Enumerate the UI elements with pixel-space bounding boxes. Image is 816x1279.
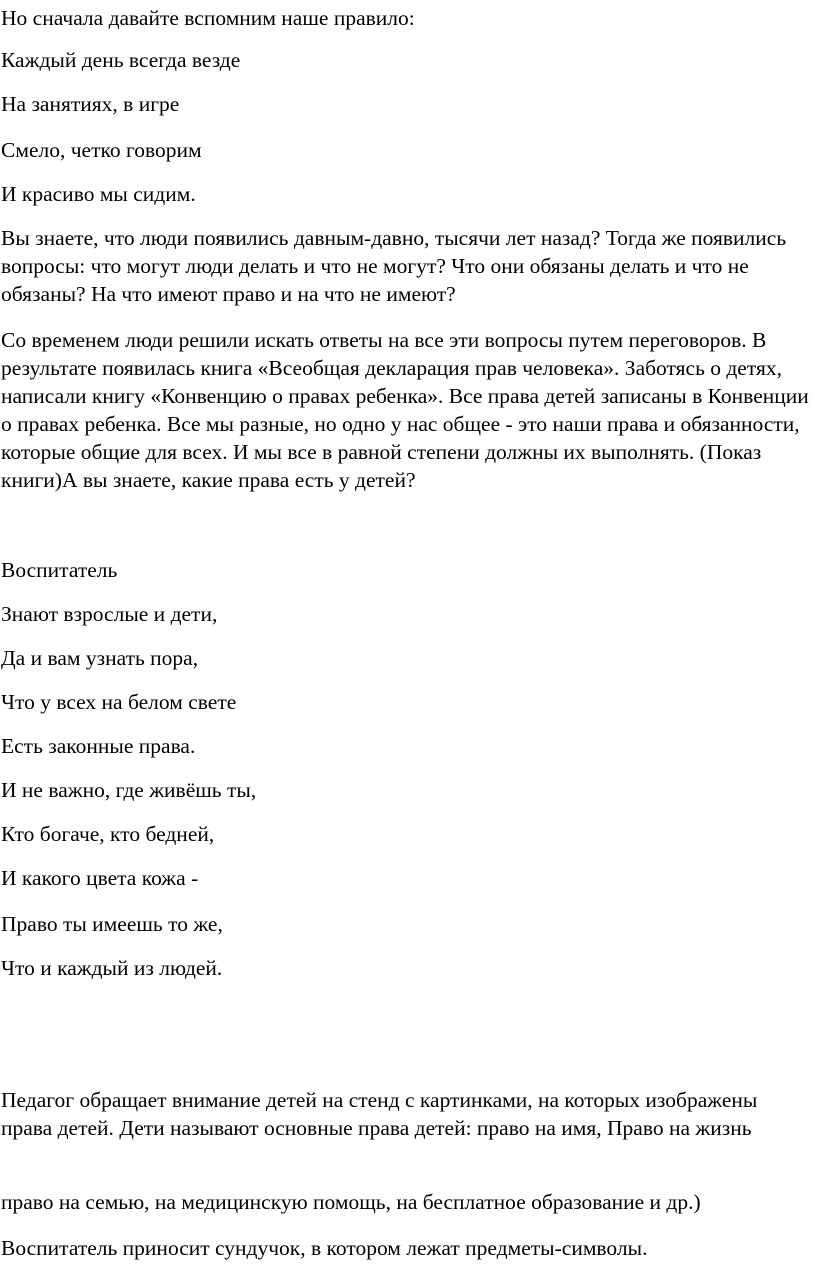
poem-line-1: Знают взрослые и дети, — [1, 602, 218, 626]
paragraph-chest: Воспитатель приносит сундучок, в котором лежат предметы-символы. — [1, 1236, 648, 1260]
rule-line-2: На занятиях, в игре — [1, 92, 180, 116]
poem-line-3: Что у всех на белом свете — [1, 690, 237, 714]
poem-line-5: И не важно, где живёшь ты, — [1, 778, 257, 802]
poem-line-8: Право ты имеешь то же, — [1, 912, 223, 936]
paragraph-intro: Но сначала давайте вспомним наше правило: — [1, 6, 415, 30]
paragraph-convention: Со временем люди решили искать ответы на все эти вопросы путем переговоров. В результате появилась книга «Всеобщая декларация прав человека». Заботясь о детях, написали книгу «Конвенцию о правах ребенка». Все права детей записаны в Конвенции о правах ребенка. Все мы разные, но одно у нас общее - это наши права и обязанности, которые общие для всех. И мы все в равной степени должны их выполнять. (Показ книги)А вы знаете, какие права есть у детей? — [1, 328, 809, 492]
poem-line-2: Да и вам узнать пора, — [1, 646, 199, 670]
poem-line-4: Есть законные права. — [1, 734, 196, 758]
poem-line-9: Что и каждый из людей. — [1, 956, 223, 980]
paragraph-stand: Педагог обращает внимание детей на стенд с картинками, на которых изображены права детей. Дети называют основные права детей: право на имя, Право на жизнь — [1, 1088, 758, 1140]
poem-line-6: Кто богаче, кто бедней, — [1, 822, 215, 846]
rule-line-1: Каждый день всегда везде — [1, 48, 241, 72]
paragraph-history: Вы знаете, что люди появились давным-давно, тысячи лет назад? Тогда же появились вопросы: что могут люди делать и что не могут? Что они обязаны делать и что не обязаны? На что имеют право и на что не имеют? — [1, 226, 787, 306]
paragraph-rights-list: право на семью, на медицинскую помощь, на бесплатное образование и др.) — [1, 1190, 701, 1214]
poem-line-7: И какого цвета кожа - — [1, 866, 199, 890]
rule-line-3: Смело, четко говорим — [1, 138, 202, 162]
rule-line-4: И красиво мы сидим. — [1, 182, 196, 206]
speaker-label: Воспитатель — [1, 558, 118, 582]
